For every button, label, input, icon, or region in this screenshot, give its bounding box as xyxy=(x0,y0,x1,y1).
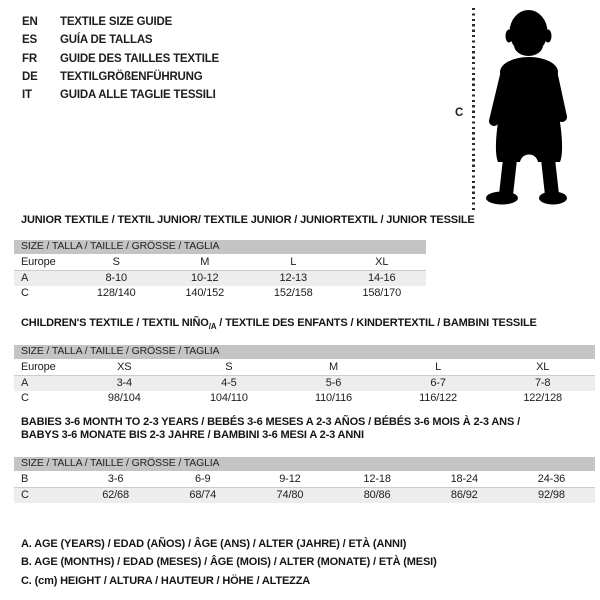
language-code: FR xyxy=(22,52,37,65)
title-text: CHILDREN'S TEXTILE / TEXTIL NIÑO xyxy=(21,317,209,329)
table-cell: 98/104 xyxy=(107,392,141,405)
table-cell: 158/170 xyxy=(362,287,402,300)
table-cell: L xyxy=(290,255,297,268)
table-cell: 62/68 xyxy=(102,488,129,501)
row-label: C xyxy=(21,287,29,300)
table-cell: M xyxy=(328,360,338,373)
title-text: BABIES 3-6 MONTH TO 2-3 YEARS / BEBÉS 3-6 MESES A 2-3 AÑOS / BÉBÉS 3-6 MOIS À 2-3 ANS / xyxy=(21,416,520,428)
table-cell: 3-4 xyxy=(116,376,133,389)
table-cell: 24-36 xyxy=(537,472,566,485)
table-title-line xyxy=(21,429,595,442)
table-row xyxy=(14,255,426,271)
table-cell: XS xyxy=(117,360,132,373)
size-header-bar: SIZE / TALLA / TAILLE / GRÖSSE / TAGLIA xyxy=(14,345,595,359)
table-cell: 8-10 xyxy=(105,271,127,284)
language-row xyxy=(22,86,219,104)
junior-table-section xyxy=(14,214,475,302)
guide-title: GUÍA DE TALLAS xyxy=(60,34,153,47)
childrens-textile-title xyxy=(21,317,595,330)
junior-textile-table xyxy=(14,240,426,302)
junior-textile-title xyxy=(21,214,475,227)
table-title-line xyxy=(21,317,595,330)
table-row xyxy=(14,271,426,286)
row-label: Europe xyxy=(21,255,56,268)
table-cell: M xyxy=(200,255,210,268)
table-cell: 6-9 xyxy=(195,472,211,485)
language-code: DE xyxy=(22,70,38,83)
table-cell: S xyxy=(225,360,233,373)
legend-line: A. AGE (YEARS) / EDAD (AÑOS) / ÂGE (ANS) / ALTER (JAHRE) / ETÀ (ANNI) xyxy=(21,538,407,550)
title-text: / TEXTILE DES ENFANTS / KINDERTEXTIL / BAMBINI TESSILE xyxy=(216,317,537,329)
babies-textile-table xyxy=(14,457,595,503)
height-dotted-line xyxy=(472,8,475,210)
language-code: ES xyxy=(22,34,37,47)
table-row xyxy=(14,472,595,488)
table-cell: 86/92 xyxy=(450,488,478,501)
table-cell: 128/140 xyxy=(96,287,136,300)
table-cell: XL xyxy=(536,360,550,373)
title-text: JUNIOR TEXTILE / TEXTIL JUNIOR/ TEXTILE JUNIOR / JUNIORTEXTIL / JUNIOR TESSILE xyxy=(21,214,475,226)
table-row xyxy=(14,391,595,406)
table-cell: 5-6 xyxy=(325,376,342,389)
measurement-legend xyxy=(21,535,437,590)
table-cell: 116/122 xyxy=(419,392,458,405)
table-cell: 140/152 xyxy=(185,287,225,300)
babies-textile-title xyxy=(21,416,595,442)
size-header-bar: SIZE / TALLA / TAILLE / GRÖSSE / TAGLIA xyxy=(14,457,595,471)
table-cell: 110/116 xyxy=(314,392,353,405)
table-cell: S xyxy=(112,255,120,268)
table-cell: 9-12 xyxy=(279,472,301,485)
row-label: C xyxy=(21,392,29,405)
table-cell: 92/98 xyxy=(538,488,565,501)
table-cell: 3-6 xyxy=(107,472,124,485)
table-row xyxy=(14,360,595,376)
babies-table-section xyxy=(14,416,595,503)
table-cell: 74/80 xyxy=(276,488,304,501)
language-row xyxy=(22,13,219,31)
table-cell: 104/110 xyxy=(209,392,248,405)
childrens-textile-table xyxy=(14,345,595,407)
title-subscript: /A xyxy=(208,322,217,332)
table-row xyxy=(14,488,595,503)
guide-title: GUIDA ALLE TAGLIE TESSILI xyxy=(60,89,216,102)
language-row xyxy=(22,31,219,49)
table-cell: 12-13 xyxy=(279,271,307,284)
childrens-table-section xyxy=(14,317,595,407)
title-text: BABYS 3-6 MONATE BIS 2-3 JAHRE / BAMBINI 3-6 MESI A 2-3 ANNI xyxy=(21,429,364,441)
language-list xyxy=(22,13,219,104)
table-cell: 122/128 xyxy=(523,392,563,405)
table-cell: 68/74 xyxy=(189,488,217,501)
table-cell: 7-8 xyxy=(534,376,551,389)
guide-title: TEXTILE SIZE GUIDE xyxy=(60,16,173,28)
table-cell: XL xyxy=(375,255,389,268)
table-cell: 14-16 xyxy=(368,271,396,284)
row-label: C xyxy=(21,488,29,501)
table-cell: 12-18 xyxy=(363,472,391,485)
table-cell: 4-5 xyxy=(221,376,237,389)
table-cell: 10-12 xyxy=(191,271,219,284)
table-title-line xyxy=(21,416,595,429)
baby-silhouette-icon xyxy=(482,9,567,205)
table-cell: 6-7 xyxy=(430,376,446,389)
row-label: B xyxy=(21,472,29,485)
language-row xyxy=(22,50,219,68)
row-label: Europe xyxy=(21,360,56,373)
guide-title: TEXTILGRÖßENFÜHRUNG xyxy=(60,70,203,83)
table-cell: 18-24 xyxy=(450,472,478,485)
language-row xyxy=(22,68,219,86)
legend-line: B. AGE (MONTHS) / EDAD (MESES) / ÂGE (MOIS) / ALTER (MONATE) / ETÀ (MESI) xyxy=(21,556,437,569)
table-title-line xyxy=(21,214,475,227)
table-cell: 80/86 xyxy=(363,488,391,501)
row-label: A xyxy=(21,271,29,284)
row-label: A xyxy=(21,376,29,389)
language-code: EN xyxy=(22,16,38,28)
table-row xyxy=(14,376,595,391)
size-header-bar: SIZE / TALLA / TAILLE / GRÖSSE / TAGLIA xyxy=(14,240,426,254)
legend-line: C. (cm) HEIGHT / ALTURA / HAUTEUR / HÖHE / ALTEZZA xyxy=(21,574,311,587)
language-code: IT xyxy=(22,89,32,102)
table-cell: L xyxy=(435,360,442,373)
table-row xyxy=(14,286,426,301)
guide-title: GUIDE DES TAILLES TEXTILE xyxy=(60,52,219,65)
table-cell: 152/158 xyxy=(273,287,313,300)
height-measure-label: C xyxy=(455,107,464,119)
